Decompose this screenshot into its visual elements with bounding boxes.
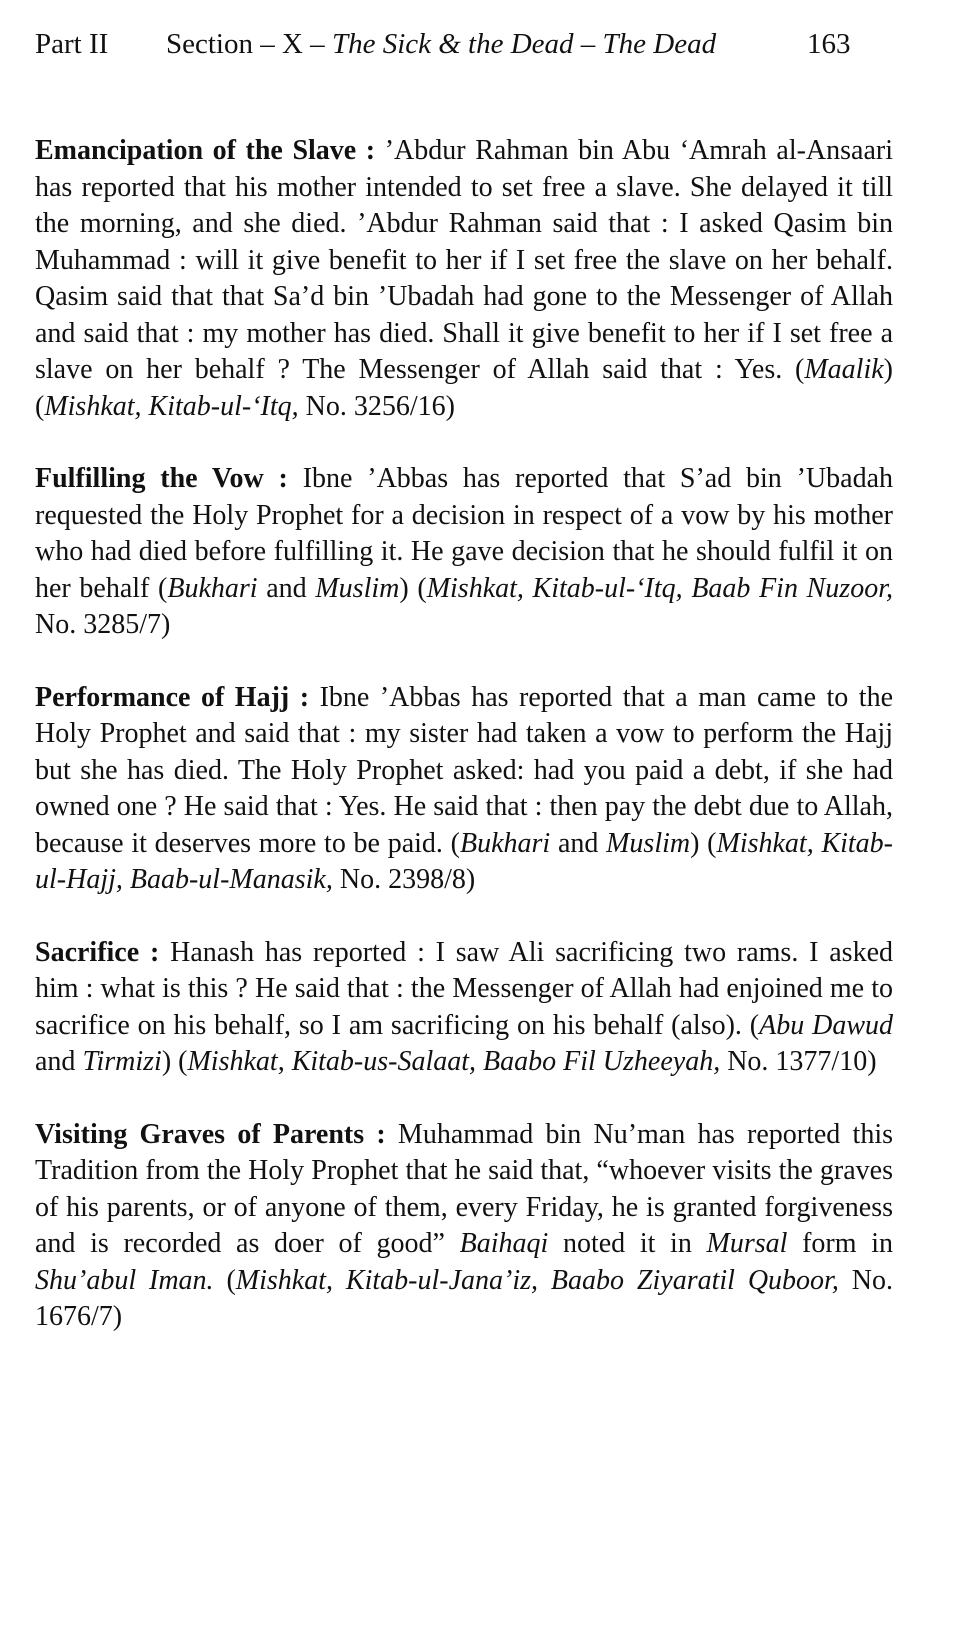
reference: Tirmizi: [82, 1046, 162, 1077]
reference: Baihaqi: [459, 1228, 549, 1259]
reference-separator: and: [257, 572, 316, 604]
reference-number: No. 2398/8): [332, 864, 476, 895]
paragraph-heading: Visiting Graves of Parents :: [35, 1118, 386, 1150]
reference: Abu Dawud: [759, 1009, 893, 1041]
reference: Mishkat, Kitab-ul-‘Itq,: [44, 390, 299, 422]
reference: Bukhari: [167, 572, 258, 604]
reference-separator: noted it in: [548, 1228, 707, 1259]
reference: Maalik: [804, 354, 884, 385]
section-name: The Sick & the Dead – The Dead: [331, 28, 717, 60]
reference-separator: ) (: [161, 1046, 188, 1077]
paragraph-sacrifice: [35, 935, 893, 1081]
page-body: [35, 133, 893, 1372]
reference-separator: and: [35, 1046, 83, 1077]
reference-number: No. 1377/10): [720, 1046, 877, 1077]
paragraph-text: Muhammad bin Nu’man has reported this Tradition from the Holy Prophet that he said that, “whoever visits the graves of his parents, or of anyone of them, every Friday, he is granted forgiveness and is recorded as doer of good”: [35, 1118, 893, 1259]
paragraph-vow: [35, 461, 893, 644]
paragraph-text: Hanash has reported : I saw Ali sacrificing two rams. I asked him : what is this ? He said that : the Messenger of Allah had enjoined me to sacrifice on his behalf, so I am sacrificing on his behalf (also). (: [35, 936, 893, 1041]
reference-number: No. 1676/7): [35, 1264, 893, 1332]
paragraph-text: ’Abdur Rahman bin Abu ‘Amrah al-Ansaari has reported that his mother intended to set free a slave. She delayed it till the morning, and she died. ’Abdur Rahman said that : I asked Qasim bin Muhammad : will it give benefit to her if I set free the slave on her behalf. Qasim said that that Sa’d bin ’Ubadah had gone to the Messenger of Allah and said that : my mother has died. Shall it give benefit to her if I set free a slave on her behalf ? The Messenger of Allah said that : Yes. (: [35, 135, 893, 385]
reference-separator: ) (: [690, 827, 717, 859]
reference-number: No. 3285/7): [35, 609, 171, 640]
page-header: [35, 24, 895, 64]
reference-separator: form in: [787, 1228, 893, 1259]
paragraph-heading: Sacrifice :: [35, 936, 160, 968]
reference: Muslim: [315, 572, 400, 604]
part-label: Part II: [35, 28, 109, 60]
reference: Mishkat, Kitab-ul-Jana’iz, Baabo Ziyaratil Quboor,: [235, 1264, 839, 1296]
reference-separator: (: [213, 1264, 236, 1296]
paragraph-heading: Fulfilling the Vow :: [35, 463, 288, 494]
paragraph-heading: Performance of Hajj :: [35, 681, 310, 713]
paragraph-hajj: [35, 680, 893, 899]
reference: Muslim: [606, 827, 691, 859]
reference-separator: and: [550, 827, 607, 859]
reference: Mishkat, Kitab-ul-‘Itq, Baab Fin Nuzoor,: [426, 572, 893, 604]
paragraph-visiting-graves: [35, 1117, 893, 1336]
section-title: [166, 24, 716, 64]
paragraph-heading: Emancipation of the Slave :: [35, 135, 376, 166]
reference: Shu’abul Iman.: [35, 1264, 214, 1296]
reference: Mursal: [706, 1228, 788, 1259]
reference: Bukhari: [459, 827, 551, 859]
reference: Mishkat, Kitab-us-Salaat, Baabo Fil Uzheeyah,: [187, 1046, 721, 1077]
page-number: 163: [807, 28, 851, 60]
paragraph-text: Ibne ’Abbas has reported that S’ad bin ’Ubadah requested the Holy Prophet for a decision in respect of a vow by his mother who had died before fulfilling it. He gave decision that he should fulfil it on her behalf (: [35, 463, 894, 604]
section-prefix: Section – X –: [166, 28, 332, 60]
reference-separator: ) (: [399, 572, 427, 604]
paragraph-emancipation: [35, 133, 893, 425]
reference-separator: ) (: [35, 354, 893, 422]
reference-number: No. 3256/16): [298, 390, 455, 422]
reference: Mishkat, Kitab-ul-Hajj, Baab-ul-Manasik,: [35, 827, 893, 895]
paragraph-text: Ibne ’Abbas has reported that a man came to the Holy Prophet and said that : my sister had taken a vow to perform the Hajj but she has died. The Holy Prophet asked: had you paid a debt, if she had owned one ? He said that : Yes. He said that : then pay the debt due to Allah, because it deserves more to be paid. (: [35, 681, 893, 859]
